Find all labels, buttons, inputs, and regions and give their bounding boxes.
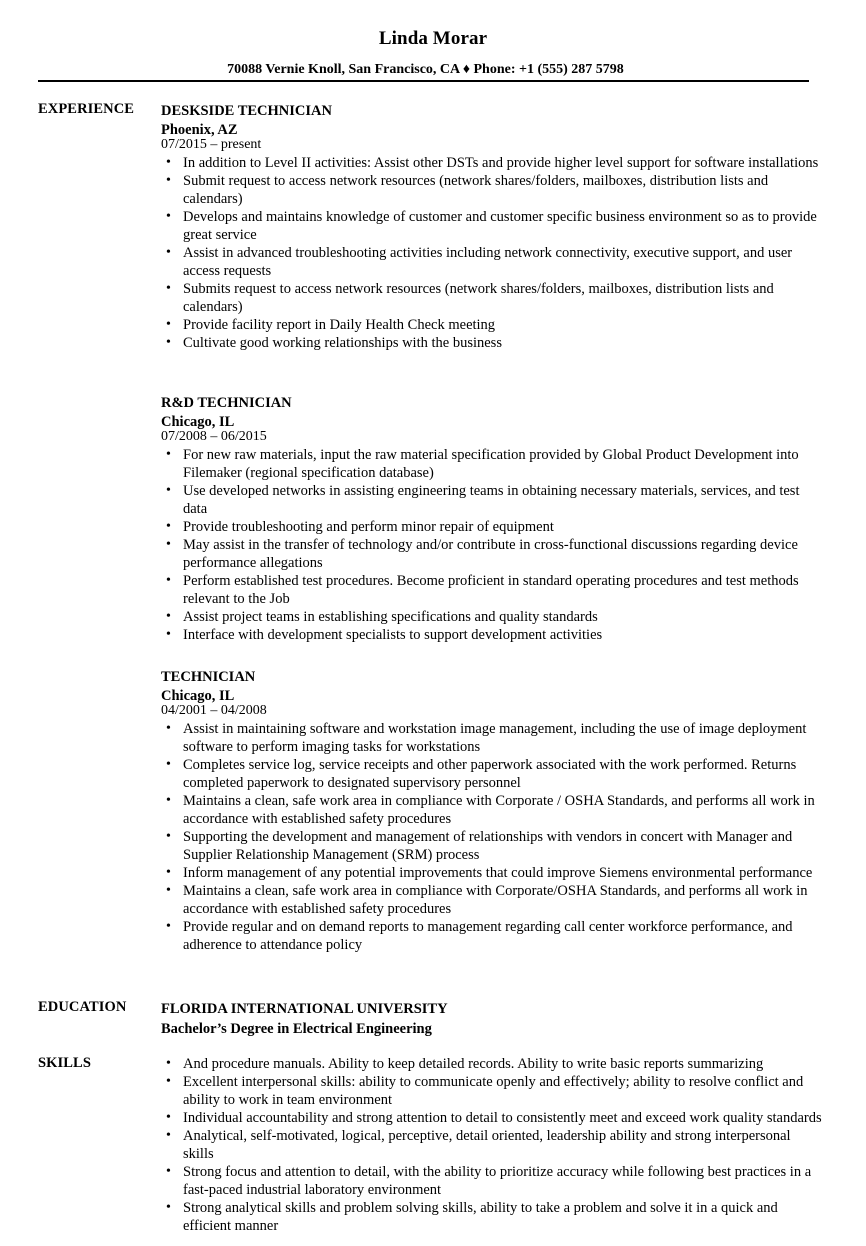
job-title: TECHNICIAN: [161, 669, 256, 685]
list-item: • Submit request to access network resources (network shares/folders, mailboxes, distribution lists and calendars): [161, 172, 823, 208]
header-divider: [38, 80, 809, 82]
job-duties-list: [161, 446, 826, 644]
list-item: • Provide regular and on demand reports to management regarding call center workforce performance, and adherence to attendance policy: [161, 918, 823, 954]
education-entry: [161, 1000, 826, 1038]
list-item: • Excellent interpersonal skills: ability to communicate openly and effectively; ability to resolve conflict and ability to work in team environment: [161, 1073, 823, 1109]
list-item: • Inform management of any potential improvements that could improve Siemens environmental performance: [161, 864, 823, 882]
list-item: • Strong focus and attention to detail, with the ability to prioritize accuracy while following best practices in a fast-paced industrial laboratory environment: [161, 1163, 823, 1199]
job-location: Chicago, IL: [161, 414, 235, 430]
list-item: • Maintains a clean, safe work area in compliance with Corporate / OSHA Standards, and performs all work in accordance with established safety procedures: [161, 792, 823, 828]
section-heading-education: EDUCATION: [38, 999, 127, 1015]
list-item: • Analytical, self-motivated, logical, perceptive, detail oriented, leadership ability and strong interpersonal skills: [161, 1127, 823, 1163]
job-dates: 07/2015 – present: [161, 137, 262, 152]
list-item: • Strong analytical skills and problem solving skills, ability to take a problem and solve it in a quick and efficient manner: [161, 1199, 823, 1235]
list-item: • Maintains a clean, safe work area in compliance with Corporate/OSHA Standards, and performs all work in accordance with established safety procedures: [161, 882, 823, 918]
contact-info: 70088 Vernie Knoll, San Francisco, CA ♦ Phone: +1 (555) 287 5798: [227, 62, 624, 77]
section-heading-skills: SKILLS: [38, 1055, 91, 1071]
job-entry: [161, 668, 826, 954]
list-item: • Individual accountability and strong attention to detail to consistently meet and exceed work quality standards: [161, 1109, 823, 1127]
list-item: • May assist in the transfer of technology and/or contribute in cross-functional discussions regarding device performance allegations: [161, 536, 823, 572]
list-item: • For new raw materials, input the raw material specification provided by Global Product Development into Filemaker (regional specification database): [161, 446, 823, 482]
skills-list: [161, 1055, 826, 1235]
list-item: • Perform established test procedures. Become proficient in standard operating procedures and test methods relevant to the Job: [161, 572, 823, 608]
job-duties-list: [161, 720, 826, 954]
section-heading-experience: EXPERIENCE: [38, 101, 135, 117]
list-item: • Develops and maintains knowledge of customer and customer specific business environment so as to provide great service: [161, 208, 823, 244]
job-duties-list: [161, 154, 826, 352]
list-item: • Interface with development specialists to support development activities: [161, 626, 823, 644]
job-dates: 07/2008 – 06/2015: [161, 429, 267, 444]
list-item: • Assist in maintaining software and workstation image management, including the use of image deployment software to perform imaging tasks for workstations: [161, 720, 823, 756]
job-location: Phoenix, AZ: [161, 122, 238, 138]
job-dates: 04/2001 – 04/2008: [161, 703, 267, 718]
job-title: DESKSIDE TECHNICIAN: [161, 103, 332, 119]
list-item: • And procedure manuals. Ability to keep detailed records. Ability to write basic reports summarizing: [161, 1055, 823, 1073]
list-item: • Completes service log, service receipts and other paperwork associated with the work performed. Returns completed paperwork to designated supervisory personnel: [161, 756, 823, 792]
list-item: • Submits request to access network resources (network shares/folders, mailboxes, distribution lists and calendars): [161, 280, 823, 316]
job-entry: [161, 102, 826, 352]
list-item: • Use developed networks in assisting engineering teams in obtaining necessary materials, services, and test data: [161, 482, 823, 518]
school-name: FLORIDA INTERNATIONAL UNIVERSITY: [161, 1001, 448, 1017]
list-item: • Supporting the development and management of relationships with vendors in concert with Manager and Supplier Relationship Management (SRM) process: [161, 828, 823, 864]
candidate-name: Linda Morar: [378, 28, 488, 49]
degree: Bachelor’s Degree in Electrical Engineering: [161, 1021, 432, 1037]
list-item: • Assist project teams in establishing specifications and quality standards: [161, 608, 823, 626]
list-item: • In addition to Level II activities: Assist other DSTs and provide higher level support for software installations: [161, 154, 823, 172]
job-location: Chicago, IL: [161, 688, 235, 704]
job-title: R&D TECHNICIAN: [161, 395, 292, 411]
list-item: • Provide facility report in Daily Health Check meeting: [161, 316, 823, 334]
list-item: • Assist in advanced troubleshooting activities including network connectivity, executive support, and user access requests: [161, 244, 823, 280]
skills-entry: [161, 1055, 826, 1235]
job-entry: [161, 394, 826, 644]
list-item: • Provide troubleshooting and perform minor repair of equipment: [161, 518, 823, 536]
list-item: • Cultivate good working relationships with the business: [161, 334, 823, 352]
